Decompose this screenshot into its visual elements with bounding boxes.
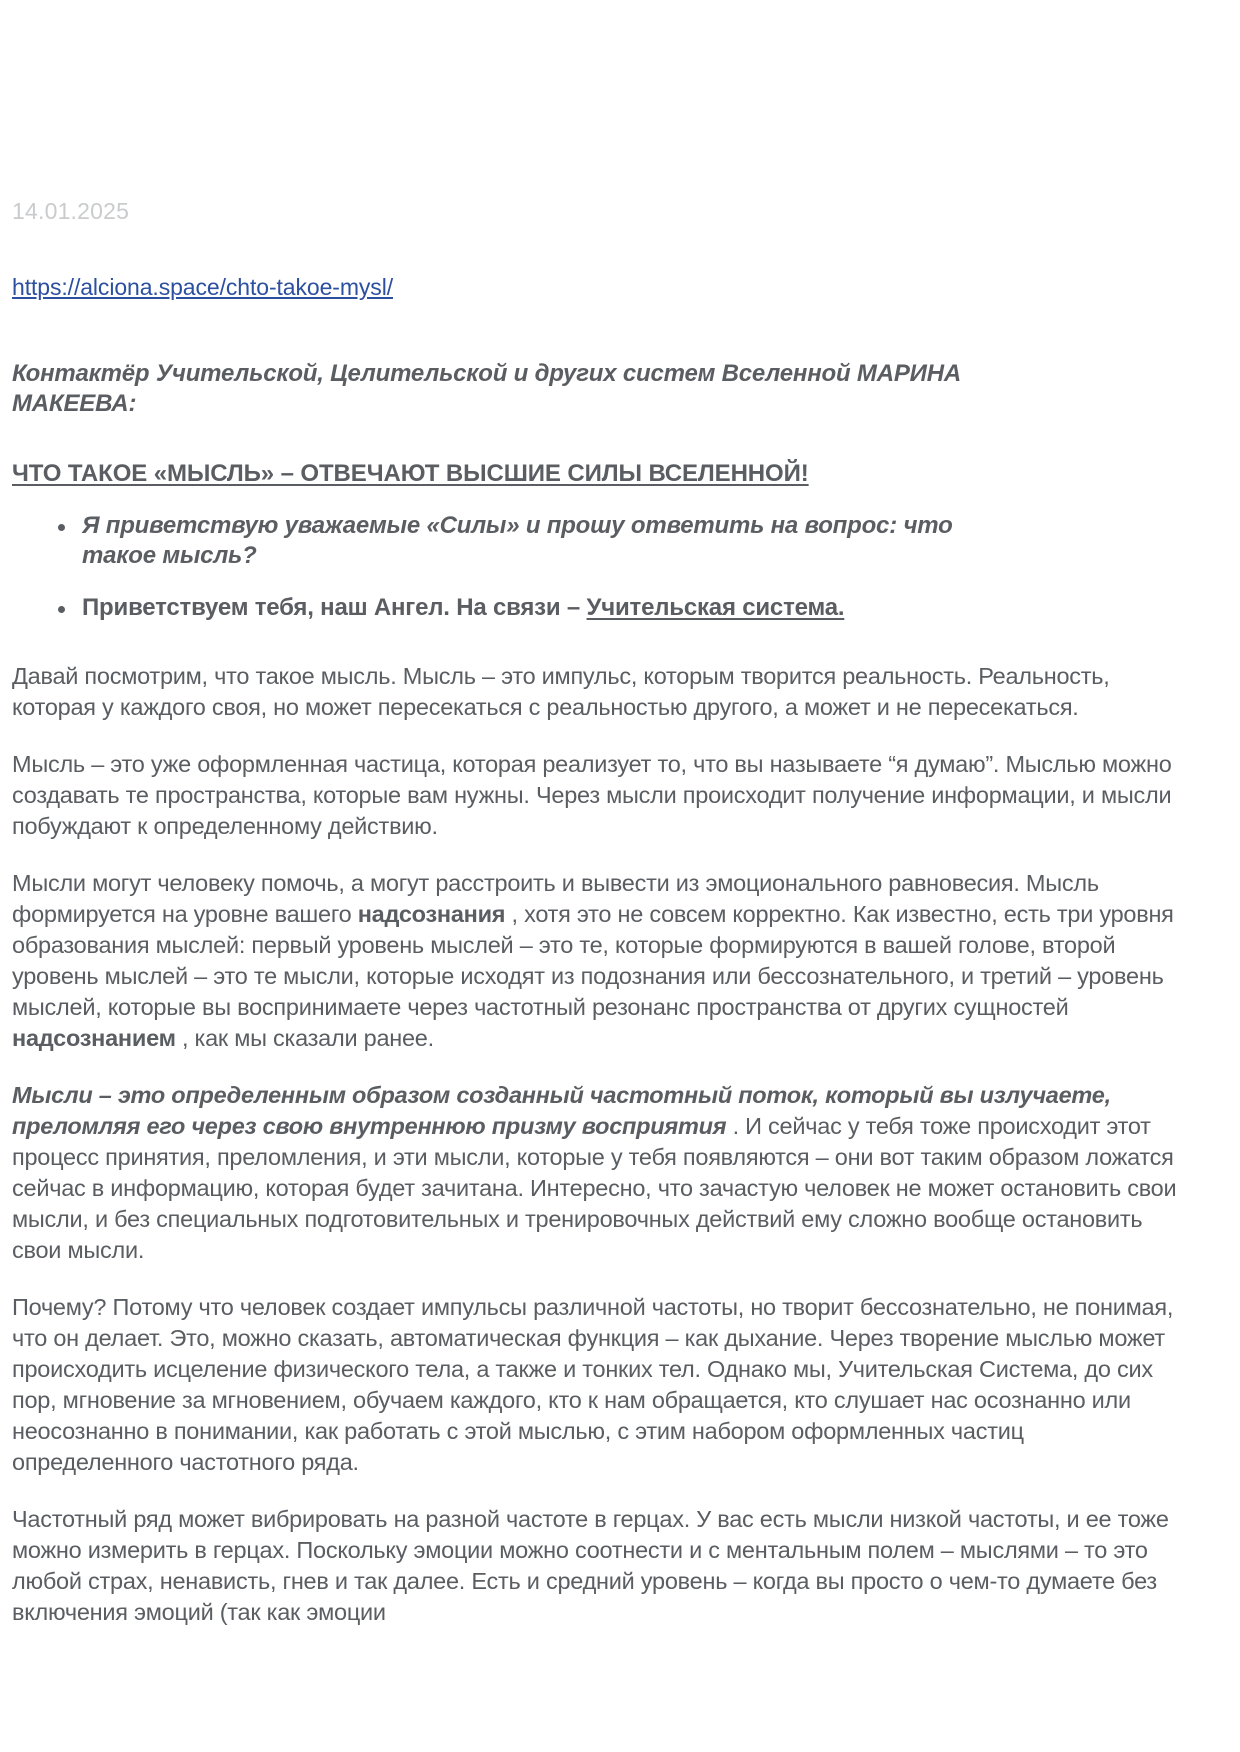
paragraph-3-run-3: , как мы сказали ранее. — [175, 1025, 434, 1051]
paragraph-1-run-1: Давай посмотрим, что такое мысль. Мысль – это импульс, которым творится реальность. Реальность, которая у каждого своя, но может пересекаться с реальностью другого, а может и не пересекаться. — [12, 663, 1110, 720]
list-item-answer — [10, 593, 1182, 623]
answer-source-name: Учительская система. — [586, 594, 845, 621]
byline: Контактёр Учительской, Целительской и других систем Вселенной МАРИНА МАКЕЕВА: — [12, 360, 961, 417]
top-margin — [10, 0, 1182, 196]
qa-list — [10, 489, 1182, 623]
paragraph-5-run-1: Почему? Потому что человек создает импульсы различной частоты, но творит бессознательно, не понимая, что он делает. Это, можно сказать, автоматическая функция – как дыхание. Через творение мыслью может происходить исцеление физического тела, а также и тонких тел. Однако мы, Учительская Система, до сих пор, мгновение за мгновением, обучаем каждого, кто к нам обращается, кто слушает нас осознанно или неосознанно в понимании, как работать с этой мыслью, с этим набором оформленных частиц определенного частотного ряда. — [12, 1294, 1174, 1475]
page-title-text: ЧТО ТАКОЕ «МЫСЛЬ» – ОТВЕЧАЮТ ВЫСШИЕ СИЛЫ ВСЕЛЕННОЙ! — [12, 460, 809, 487]
list-item-question — [10, 511, 1182, 571]
paragraph-3-run-1: Мысли могут человеку помочь, а могут расстроить и вывести из эмоционального равновесия. Мысль формируется на уровне вашего — [12, 870, 1099, 927]
paragraph-4-run-1: . И сейчас у тебя тоже происходит этот процесс принятия, преломления, и эти мысли, которые у тебя появляются – они вот таким образом ложатся сейчас в информацию, которая будет зачитана. Интересно, что зачастую человек не может остановить свои мысли, и без специальных подготовительных и тренировочных действий ему сложно вообще остановить свои мысли. — [12, 1113, 1177, 1263]
paragraph-6-run-1: Частотный ряд может вибрировать на разной частоте в герцах. У вас есть мысли низкой частоты, и ее тоже можно измерить в герцах. Поскольку эмоции можно соотнести и с ментальным полем – мыслями – то это любой страх, ненависть, гнев и так далее. Есть и средний уровень – когда вы просто о чем-то думаете без включения эмоций (так как эмоции — [12, 1506, 1169, 1625]
paragraph-5 — [10, 1292, 1182, 1504]
paragraph-2-run-1: Мысль – это уже оформленная частица, которая реализует то, что вы называете “я думаю”. Мыслью можно создавать те пространства, которые вам нужны. Через мысли происходит получение информации, и мысли побуждают к определенному действию. — [12, 751, 1172, 839]
paragraph-2 — [10, 749, 1182, 868]
page-title — [10, 419, 1182, 489]
paragraph-4-emphasis-1: Мысли – это определенным образом созданный частотный поток, который вы излучаете, преломляя его через свою внутреннюю призму восприятия — [12, 1082, 1111, 1139]
paragraph-3-run-2: , хотя это не совсем корректно. Как известно, есть три уровня образования мыслей: первый уровень мыслей – это те, которые формируются в вашей голове, второй уровень мыслей – это те мысли, которые исходят из подознания или бессознательного, и третий – уровень мыслей, которые вы воспринимаете через частотный резонанс пространства от других сущностей — [12, 901, 1174, 1020]
question-text: Я приветствую уважаемые «Силы» и прошу ответить на вопрос: что такое мысль? — [82, 512, 953, 569]
answer-lead-text: Приветствуем тебя, наш Ангел. На связи – — [82, 594, 587, 621]
document-date: 14.01.2025 — [12, 198, 130, 224]
paragraph-6 — [10, 1504, 1182, 1654]
source-url-row — [10, 226, 1182, 302]
paragraph-4 — [10, 1080, 1182, 1292]
paragraph-3 — [10, 868, 1182, 1080]
source-url-link[interactable]: https://alciona.space/chto-takoe-mysl/ — [12, 274, 393, 300]
paragraph-3-emphasis-1: надсознания — [357, 901, 506, 927]
paragraph-1 — [10, 645, 1182, 749]
paragraph-3-emphasis-2: надсознанием — [12, 1025, 176, 1051]
